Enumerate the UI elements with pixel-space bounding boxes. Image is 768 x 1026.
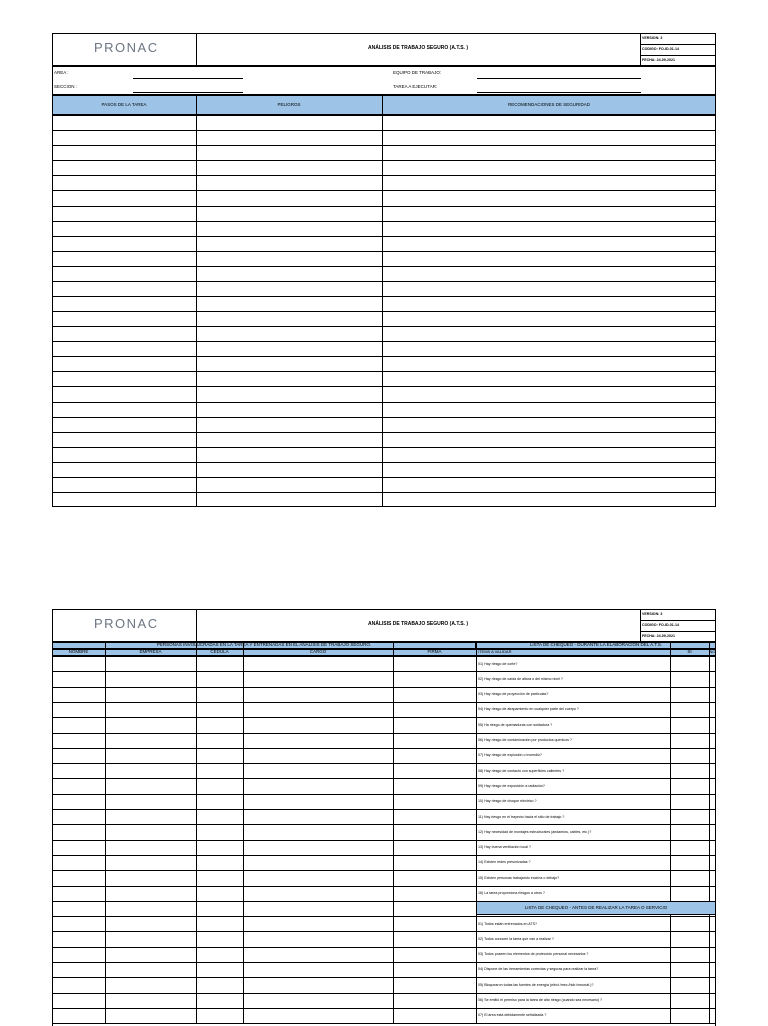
checklist1-item: 03) Hay riesgo de proyección de partículas? bbox=[478, 692, 549, 697]
form-version-2: VERSION: 3 bbox=[642, 612, 663, 616]
company-logo-2: PRONAC bbox=[94, 616, 159, 631]
task-row-line bbox=[52, 341, 716, 342]
checklist2-header: LISTA DE CHEQUEO - ANTES DE REALIZAR LA TAREA O SERVICIO bbox=[524, 905, 668, 910]
task-row-line bbox=[52, 371, 716, 372]
table-row-line bbox=[52, 886, 716, 887]
task-row-line bbox=[52, 281, 716, 282]
task-row-line bbox=[52, 175, 716, 176]
checklist1-item: 12) Hay necesidad de montajes estructurales (andamios, cables, etc.)? bbox=[478, 829, 592, 834]
table-row-line bbox=[52, 840, 716, 841]
checklist1-item: 05) Ha riesgo de quemaduras con soldadura ? bbox=[478, 722, 553, 727]
task-row-line bbox=[52, 386, 716, 387]
checklist1-item: 09) Hay riesgo de exposición a radiación? bbox=[478, 783, 545, 788]
form-date-2: FECHA: 24-09-2021 bbox=[642, 634, 675, 638]
checklist2-item: 05) Bloquearon todas las fuentes de energía (eléct./mec./hidr./neumát.)? bbox=[478, 982, 594, 987]
company-logo: PRONAC bbox=[94, 40, 159, 55]
col-peligros: PELIGROS bbox=[277, 102, 301, 107]
table-row-line bbox=[52, 931, 716, 932]
table-row-line bbox=[52, 977, 716, 978]
col-empresa: EMPRESA bbox=[139, 649, 162, 654]
equipo-label: EQUIPO DE TRABAJO: bbox=[393, 70, 442, 75]
checklist2-item: 02) Todos conocen la tarea que van a realizar ? bbox=[478, 936, 554, 941]
tarea-label: TAREA A EJECUTAR: bbox=[393, 84, 438, 89]
task-row-line bbox=[52, 296, 716, 297]
form-date: FECHA: 24-09-2021 bbox=[642, 58, 675, 62]
task-row-line bbox=[52, 417, 716, 418]
checklist1-item: 08) Hay riesgo de contacto con superficies calientes ? bbox=[478, 768, 565, 773]
task-row-line bbox=[52, 432, 716, 433]
area-label: AREA : bbox=[54, 70, 69, 75]
seccion-field[interactable] bbox=[133, 92, 243, 93]
col-nombre: NOMBRE bbox=[68, 649, 89, 654]
task-row-line bbox=[52, 492, 716, 493]
table-row-line bbox=[52, 809, 716, 810]
checklist1-item: 16) La tarea proporciona riesgos a otros ? bbox=[478, 891, 545, 895]
table-row-line bbox=[52, 717, 716, 718]
table-row-line bbox=[52, 855, 716, 856]
col-pasos: PASOS DE LA TAREA bbox=[101, 102, 147, 107]
table-row-line bbox=[52, 824, 716, 825]
col-no: NO bbox=[709, 649, 716, 654]
task-row-line bbox=[52, 130, 716, 131]
table-row-line bbox=[52, 870, 716, 871]
col-cargo: CARGO bbox=[309, 649, 327, 654]
equipo-field[interactable] bbox=[477, 78, 641, 79]
task-row-line bbox=[52, 160, 716, 161]
task-row-line bbox=[52, 266, 716, 267]
task-row-line bbox=[52, 356, 716, 357]
table-row-line bbox=[52, 733, 716, 734]
form-code: CODIGO: FO-ID-01-14 bbox=[642, 47, 679, 51]
form-title-2: ANÁLISIS DE TRABAJO SEGURO (A.T.S. ) bbox=[367, 621, 468, 627]
checklist2-item: 04) Dispone de las herramientas correctas y seguras para realizar la tarea? bbox=[478, 967, 599, 972]
table-row-line bbox=[52, 763, 716, 764]
task-row-line bbox=[52, 311, 716, 312]
personas-header: PERSONAS INVOLUCRADAS EN LA TAREA Y ENTRENADAS EN EL ANALISIS DE TRABAJO SEGURO. bbox=[156, 642, 372, 647]
table-row-line bbox=[52, 671, 716, 672]
table-row-line bbox=[52, 748, 716, 749]
task-row-line bbox=[52, 462, 716, 463]
checklist1-item: 11) Hay riesgo en el trayecto hacia el sitio de trabajo ? bbox=[478, 814, 565, 819]
table-row-line bbox=[52, 794, 716, 795]
task-row-line bbox=[52, 145, 716, 146]
tarea-field[interactable] bbox=[477, 92, 641, 93]
table-row-line bbox=[52, 962, 716, 963]
table-row-line bbox=[52, 778, 716, 779]
checklist1-item: 06) Hay riesgo de contaminación por productos químicos ? bbox=[478, 738, 572, 742]
col-firma: FIRMA bbox=[427, 649, 442, 654]
table-row-line bbox=[52, 687, 716, 688]
seccion-label: SECCION : bbox=[54, 84, 78, 89]
info-section bbox=[52, 66, 716, 95]
form-code-2: CODIGO: FO-ID-01-14 bbox=[642, 623, 679, 627]
col-si: SI bbox=[687, 649, 692, 654]
checklist1-item: 07) Hay riesgo de explosión o incendio? bbox=[478, 753, 542, 758]
checklist1-item: 01) Hay riesgo de corte? bbox=[478, 661, 518, 666]
task-row-line bbox=[52, 236, 716, 237]
task-row-line bbox=[52, 447, 716, 448]
table-row-line bbox=[52, 947, 716, 948]
table-row-line bbox=[52, 702, 716, 703]
table-row-line bbox=[52, 916, 716, 917]
form-title: ANÁLISIS DE TRABAJO SEGURO (A.T.S. ) bbox=[367, 45, 468, 51]
table-row-line bbox=[52, 1008, 716, 1009]
checklist1-item: 13) Hay buena ventilación local ? bbox=[478, 845, 531, 850]
table-row-line bbox=[52, 993, 716, 994]
task-row-line bbox=[52, 190, 716, 191]
form-version: VERSION: 3 bbox=[642, 36, 663, 40]
task-row-line bbox=[52, 251, 716, 252]
checklist2-item: 07) El área está debidamente señalizada ? bbox=[478, 1013, 547, 1018]
items-label: ITEMS A VALIDAR bbox=[478, 649, 512, 654]
task-row-line bbox=[52, 326, 716, 327]
task-row-line bbox=[52, 402, 716, 403]
checklist1-header: LISTA DE CHEQUEO - DURANTE LA ELABORACION DEL A.T.S. bbox=[529, 642, 663, 647]
checklist2-item: 06) Se emitió el permiso para la tarea de alto riesgo (cuando sea necesario) ? bbox=[478, 998, 603, 1002]
checklist1-item: 15) Existen personas trabajando encima o debajo? bbox=[478, 875, 560, 880]
checklist1-item: 14) Existen redes presurizadas ? bbox=[478, 860, 531, 865]
checklist1-item: 04) Hay riesgo de atrapamiento en cualquier parte del cuerpo ? bbox=[478, 707, 579, 712]
col-recomendaciones: RECOMENDACIONES DE SEGURIDAD bbox=[507, 102, 590, 107]
area-field[interactable] bbox=[133, 78, 243, 79]
col-cedula: CEDULA bbox=[210, 649, 229, 654]
checklist1-item: 02) Hay riesgo de caída de altura o del mismo nivel ? bbox=[478, 676, 563, 681]
checklist1-item: 10) Hay riesgo de choque eléctrico ? bbox=[478, 799, 537, 804]
task-row-line bbox=[52, 206, 716, 207]
checklist2-item: 03) Todos poseen los elementos de protección personal necesarios ? bbox=[478, 952, 589, 957]
task-row-line bbox=[52, 477, 716, 478]
checklist2-item: 01) Todos están entrenados en ATS? bbox=[478, 921, 538, 926]
task-row-line bbox=[52, 221, 716, 222]
